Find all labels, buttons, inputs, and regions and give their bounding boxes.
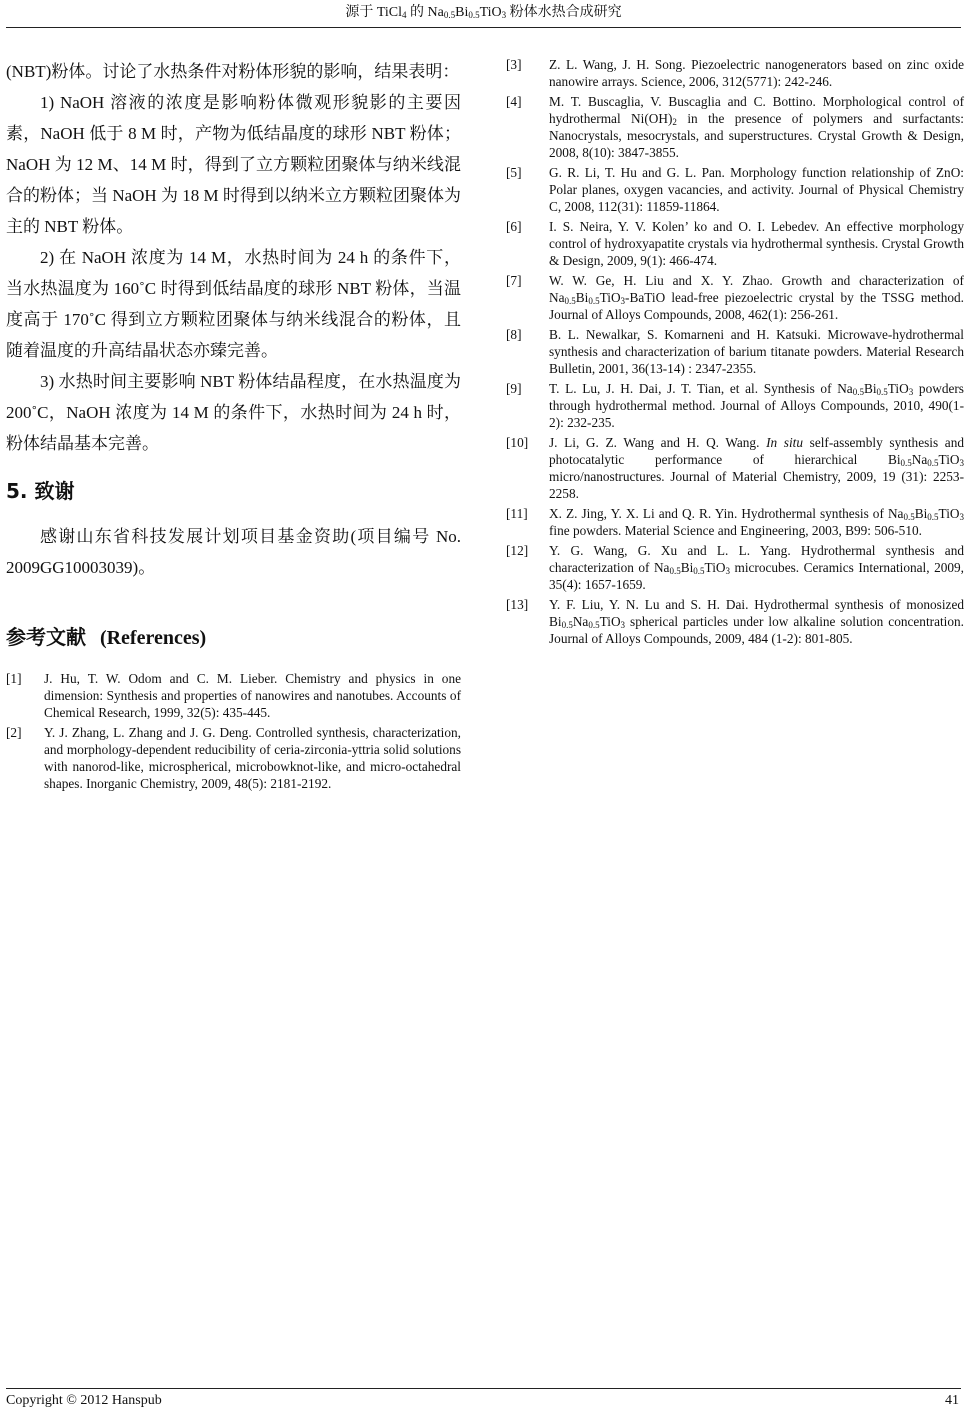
- conclusion-point-3: 3) 水热时间主要影响 NBT 粉体结晶程度，在水热温度为 200˚C，NaOH 浓度为 14 M 的条件下，水热时间为 24 h 时，粉体结晶基本完善。: [6, 372, 461, 453]
- running-header: 源于 TiCl$_4$ 的 $Na_{0.5}Bi_{0.5}TiO_3$ 粉体水热合成研究: [345, 5, 622, 20]
- references-heading: 参考文献 (References): [6, 625, 207, 649]
- reference-item: [8] B. L. Newalkar, S. Komarneni and H. Katsuki. Microwave-hydrothermal synthesis and characterization of barium titanate powders. Material Research Bulletin, 2001, 36(13-14) : 2347-2355.: [506, 327, 964, 376]
- page-number: 41: [945, 1393, 959, 1408]
- left-column: [6, 56, 461, 795]
- reference-item: [12] Y. G. Wang, G. Xu and L. L. Yang. Hydrothermal synthesis and characterization of $Na_{0.5}Bi_{0.5}TiO_3$ microcubes. Ceramics International, 2009, 35(4): 1657-1659.: [506, 543, 964, 592]
- copyright-notice: Copyright © 2012 Hanspub: [6, 1393, 162, 1408]
- acknowledgement-text: 感谢山东省科技发展计划项目基金资助(项目编号 No. 2009GG10003039)。: [6, 527, 461, 577]
- header-rule: [6, 27, 961, 28]
- reference-item: [2] Y. J. Zhang, L. Zhang and J. G. Deng. Controlled synthesis, characterization, and morphology-dependent reducibility of ceria-zirconia-yttria solid solutions with nanorod-like, microspherical, microbowknot-like, and micro-octahedral shapes. Inorganic Chemistry, 2009, 48(5): 2181-2192.: [6, 725, 461, 791]
- reference-item: [5] G. R. Li, T. Hu and G. L. Pan. Morphology function relationship of ZnO: Polar planes, oxygen vacancies, and activity. Journal of Physical Chemistry C, 2008, 112(31): 11859-11864.: [506, 165, 964, 214]
- reference-list-left: [6, 670, 461, 792]
- acknowledgement-heading: 5. 致谢: [6, 479, 75, 503]
- reference-item: [13] Y. F. Liu, Y. N. Lu and S. H. Dai. Hydrothermal synthesis of monosized $Bi_{0.5}Na_{0.5}TiO_3$ spherical particles under low alkaline solution concentration. Journal of Alloys Compounds, 2009, 484 (1-2): 801-805.: [506, 597, 964, 646]
- conclusion-point-2: 2) 在 NaOH 浓度为 14 M，水热时间为 24 h 的条件下，当水热温度为 160˚C 时得到低结晶度的球形 NBT 粉体，当温度高于 170˚C 得到立方颗粒团聚体与纳米线混合的粉体，且随着温度的升高结晶状态亦臻完善。: [6, 248, 461, 360]
- conclusion-point-1: 1) NaOH 溶液的浓度是影响粉体微观形貌影的主要因素，NaOH 低于 8 M 时，产物为低结晶度的球形 NBT 粉体；NaOH 为 12 M、14 M 时，得到了立方颗粒团聚体与纳米线混合的粉体；当 NaOH 为 18 M 时得到以纳米立方颗粒团聚体为主的 NBT 粉体。: [6, 93, 461, 236]
- reference-item: [4] M. T. Buscaglia, V. Buscaglia and C. Bottino. Morphological control of hydrothermal $Ni(OH)_2$ in the presence of polymers and surfactants: Nanocrystals, mesocrystals, and superstructures. Crystal Growth & Design, 2008, 8(10): 3847-3855.: [506, 94, 964, 160]
- footer-rule: [6, 1388, 961, 1389]
- reference-item: [9] T. L. Lu, J. H. Dai, J. T. Tian, et al. Synthesis of $Na_{0.5}Bi_{0.5}TiO_3$ powders through hydrothermal method. Journal of Alloys Compounds, 2010, 490(1-2): 232-235.: [506, 381, 964, 430]
- reference-item: [6] I. S. Neira, Y. V. Kolen’ ko and O. I. Lebedev. An effective morphology control of hydroxyapatite crystals via hydrothermal synthesis. Crystal Growth & Design, 2009, 9(1): 466-474.: [506, 219, 964, 268]
- reference-item: [1] J. Hu, T. W. Odom and C. M. Lieber. Chemistry and physics in one dimension: Synthesis and properties of nanowires and nanotubes. Accounts of Chemical Research, 1999, 32(5): 435-445.: [6, 671, 461, 720]
- intro-paragraph: (NBT)粉体。讨论了水热条件对粉体形貌的影响，结果表明：: [6, 62, 460, 81]
- reference-item: [10] J. Li, G. Z. Wang and H. Q. Wang. In situ self-assembly synthesis and photocatalytic performance of hierarchical $Bi_{0.5}Na_{0.5}TiO_3$ micro/nanostructures. Journal of Material Chemistry, 2009, 19 (31): 2253-2258.: [506, 435, 964, 501]
- reference-item: [11] X. Z. Jing, Y. X. Li and Q. R. Yin. Hydrothermal synthesis of $Na_{0.5}Bi_{0.5}TiO_3$ fine powders. Material Science and Engineering, 2003, B99: 506-510.: [506, 506, 964, 538]
- reference-item: [7] W. W. Ge, H. Liu and X. Y. Zhao. Growth and characterization of $Na_{0.5}Bi_{0.5}TiO_3$-BaTiO lead-free piezoelectric crystal by the TSSG method. Journal of Alloys Compounds, 2008, 462(1): 256-261.: [506, 273, 964, 322]
- reference-item: [3] Z. L. Wang, J. H. Song. Piezoelectric nanogenerators based on zinc oxide nanowire arrays. Science, 2006, 312(5771): 242-246.: [506, 57, 964, 89]
- right-column: [506, 56, 964, 650]
